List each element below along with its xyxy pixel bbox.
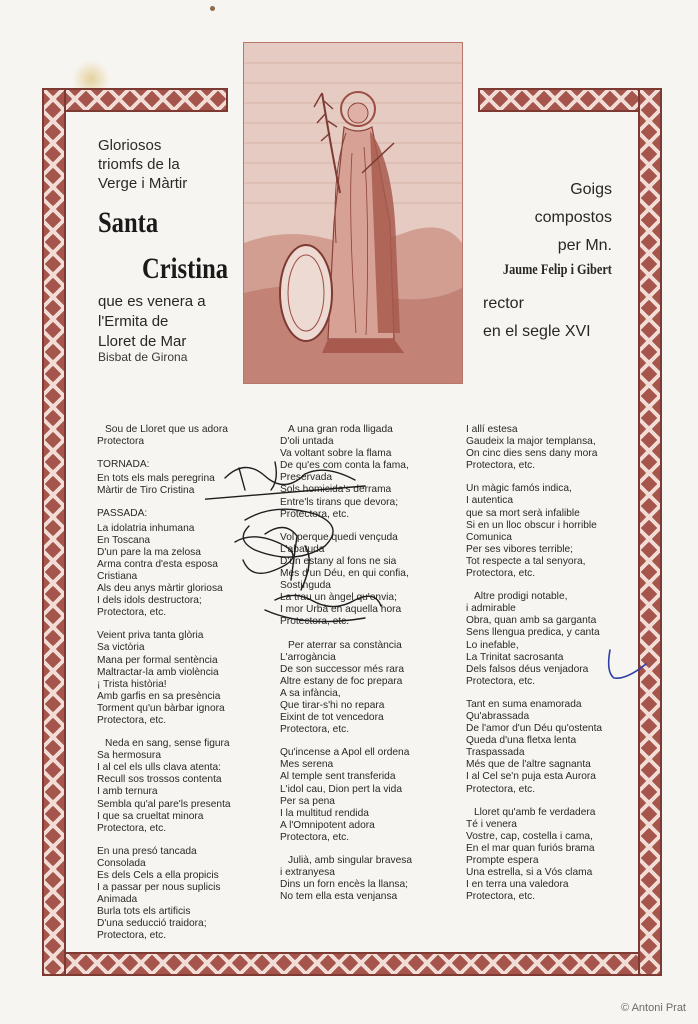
tornada-stanza [97, 459, 273, 497]
verse-line: Al temple sent transferida [280, 771, 396, 783]
verse-line: Protectora [97, 436, 144, 448]
intro-stanza [97, 424, 273, 448]
verse-line: L'abatuda [280, 543, 325, 555]
stanza [466, 483, 634, 580]
verse-line: Veient priva tanta glòria [97, 630, 204, 642]
verse-line: Vol perque quedi vençuda [280, 531, 398, 543]
verse-line: Neda en sang, sense figura [105, 738, 230, 750]
verse-line: Té i venera [466, 818, 517, 830]
verse-line: Protectora, etc. [466, 783, 536, 795]
verse-line: I allí estesa [466, 424, 518, 435]
verse-line: Amb garfis en sa presència [97, 690, 221, 702]
verse-line: Per sa pena [280, 795, 335, 807]
verse-line: La Trinitat sacrosanta [466, 651, 564, 663]
verse-line: I en terra una valedora [466, 879, 569, 891]
verse-line: No tem ella esta venjansa [280, 891, 398, 903]
saint-name-second: Cristina [142, 252, 229, 285]
verse-line: I mor Urbà en aquella hora [280, 604, 402, 616]
verse-line: Cristiana [97, 570, 138, 582]
verse-line: Per aterrar sa constància [288, 639, 402, 651]
verse-line: Sa hermosura [97, 750, 161, 762]
border-top-left [42, 88, 228, 112]
tornada-label: TORNADA: [97, 459, 150, 471]
goigs-line: Goigs [570, 181, 612, 198]
verse-line: Protectora, etc. [280, 616, 350, 628]
border-top-right [478, 88, 662, 112]
verse-line: Vostre, cap, costella i cama, [466, 830, 593, 842]
verse-line: Torment qu'un bàrbar ignora [97, 702, 225, 714]
verse-line: Mes serena [280, 759, 334, 771]
stanza [466, 807, 634, 904]
verse-column-1 [97, 424, 273, 954]
verse-line: Recull sos trossos contenta [97, 774, 222, 786]
verse-line: Prompte espera [466, 855, 539, 866]
stanza [97, 846, 273, 943]
verse-line: Queda d'una fletxa lenta [466, 735, 577, 747]
verse-line: Sembla qu'al pare'ls presenta [97, 798, 231, 810]
venera-line: que es venera a [98, 293, 206, 310]
verse-line: Mes d'un Déu, en qui confia, [280, 568, 409, 580]
border-right [638, 88, 662, 976]
verse-line: ¡ Trista història! [97, 678, 167, 690]
verse-line: Qu'incense a Apol ell ordena [280, 747, 410, 759]
verse-line: i admirable [466, 603, 516, 615]
verse-line: Protectora, etc. [280, 831, 350, 843]
verse-line: A sa infància, [280, 687, 341, 699]
verse-line: D'un pare la ma zelosa [97, 546, 201, 558]
saint-engraving [243, 42, 463, 384]
stanza [97, 738, 273, 835]
verse-line: En el mar quan furiós brama [466, 842, 595, 854]
venera-line: l'Ermita de [98, 313, 169, 330]
verse-line: D'una seducció traidora; [97, 918, 207, 930]
verse-line: A l'Omnipotent adora [280, 819, 375, 831]
saint-illustration [244, 43, 462, 383]
verse-line: Sostinguda [280, 580, 331, 592]
verse-line: Es dels Cels a ella propicis [97, 870, 219, 881]
diocese-label: Bisbat de Girona [98, 350, 188, 364]
verse-line: Eixint de tot vencedora [280, 712, 384, 724]
verse-line: Protectora, etc. [97, 822, 167, 834]
verse-line: En una presó tancada [97, 845, 197, 857]
verse-line: Altre estany de foc prepara [280, 675, 403, 687]
stanza [280, 424, 460, 521]
verse-line: Protectora, etc. [97, 607, 167, 619]
verse-line: De qu'es com conta la fama, [280, 460, 409, 472]
verse-line: I amb ternura [97, 786, 158, 798]
stanza [466, 699, 634, 796]
verse-column-2 [280, 424, 460, 914]
verse-line: Protectora, etc. [97, 714, 167, 726]
border-left [42, 88, 66, 976]
author-name: Jaume Felip i Gibert [503, 262, 612, 278]
title-block [98, 136, 238, 193]
verse-line: Protectora, etc. [280, 724, 350, 736]
verse-line: Un màgic famós indica, [466, 483, 572, 495]
verse-line: D'oli untada [280, 436, 334, 448]
verse-line: i extranyesa [280, 867, 335, 879]
goigs-block [452, 176, 612, 260]
verse-line: Burla tots els artificis [97, 906, 191, 918]
verse-line: Sens llengua predica, y canta [466, 627, 600, 639]
goigs-line: per Mn. [557, 237, 612, 254]
verse-line: Que tirar-s'hi no repara [280, 699, 385, 711]
verse-line: Protectora, etc. [466, 675, 536, 687]
verse-line: Protectora, etc. [466, 891, 536, 903]
stanza [97, 508, 273, 619]
verse-line: Sou de Lloret que us adora [105, 424, 228, 435]
verse-line: Dels falsos déus venjadora [466, 663, 589, 675]
verse-line: Màrtir de Tiro Cristina [97, 485, 195, 497]
verse-line: On cinc dies sens dany mora [466, 448, 598, 460]
verse-line: Animada [97, 894, 138, 906]
verse-line: Protectora, etc. [466, 460, 536, 472]
verse-line: I al Cel se'n puja esta Aurora [466, 771, 596, 783]
stanza [97, 630, 273, 727]
verse-line: Protectora, etc. [280, 508, 350, 520]
verse-line: Per ses vibores terrible; [466, 543, 574, 555]
verse-line: que sa mort serà infalible [466, 507, 580, 519]
verse-column-3 [466, 424, 634, 914]
verse-line: Si en un lloc obscur i horrible [466, 519, 597, 531]
verse-line: I dels idols destructora; [97, 595, 202, 607]
verse-line: D'un estany al fons ne sia [280, 555, 397, 567]
stanza [280, 532, 460, 629]
verse-line: Arma contra d'esta esposa [97, 558, 218, 570]
verse-line: I al cel els ulls clava atenta: [97, 762, 222, 774]
stanza [466, 424, 634, 472]
verse-line: Traspassada [466, 747, 525, 759]
verse-line: Sa victòria [97, 642, 145, 654]
verse-line: Mana per formal sentència [97, 654, 218, 666]
venera-line: Lloret de Mar [98, 333, 187, 350]
verse-line: En Toscana [97, 534, 151, 546]
verse-line: Comunica [466, 531, 512, 543]
verse-line: Obra, quan amb sa garganta [466, 615, 597, 627]
verse-line: Dins un forn encès la llansa; [280, 879, 408, 891]
verse-line: I a passar per nous suplicis [97, 882, 221, 894]
saint-name-first: Santa [98, 206, 159, 239]
verse-line: Gaudeix la major templansa, [466, 436, 596, 448]
verse-line: Altre prodigi notable, [474, 591, 568, 603]
verse-line: A una gran roda lligada [288, 424, 393, 435]
verse-line: I autentica [466, 495, 514, 507]
verse-line: I la multitud rendida [280, 807, 369, 819]
verse-line: En tots els mals peregrina [97, 473, 215, 485]
verse-line: Sols homicida's derrama [280, 484, 392, 496]
verse-line: Maltractar-la amb violència [97, 666, 219, 678]
copyright-notice: © Antoni Prat [621, 1002, 686, 1014]
verse-line: Va voltant sobre la flama [280, 448, 392, 460]
verse-line: Julià, amb singular bravesa [288, 855, 413, 866]
verse-line: L'arrogància [280, 651, 336, 663]
verse-line: Entre'ls tirans que devora; [280, 496, 399, 508]
verse-line: Consolada [97, 857, 146, 869]
verse-line: Protectora, etc. [97, 930, 167, 942]
venera-block [98, 292, 238, 352]
rector-line: rector [483, 295, 524, 312]
verse-line: L'idol cau, Dion pert la vida [280, 783, 403, 795]
verse-line: Tot respecte a tal senyora, [466, 555, 586, 567]
goigs-line: compostos [534, 209, 612, 226]
stanza [280, 855, 460, 903]
title-line: Verge i Màrtir [98, 175, 188, 192]
verse-line: Tant en suma enamorada [466, 698, 582, 710]
paper-speck [210, 6, 215, 11]
verse-line: Als deu anys màrtir gloriosa [97, 583, 223, 595]
verse-line: I que sa crueltat minora [97, 810, 204, 822]
verse-line: De l'amor d'un Déu qu'ostenta [466, 723, 603, 735]
verse-line: Protectora, etc. [466, 568, 536, 580]
verse-line: La idolatria inhumana [97, 522, 195, 534]
border-bottom [42, 952, 662, 976]
title-line: Gloriosos [98, 137, 162, 154]
rector-block [483, 290, 591, 346]
stanza [280, 640, 460, 737]
stanza [466, 591, 634, 688]
verse-line: Una estrella, si a Vós clama [466, 867, 593, 879]
verse-line: Lloret qu'amb fe verdadera [474, 806, 596, 818]
verse-line: De son successor més rara [280, 663, 404, 675]
verse-line: Lo inefable, [466, 639, 519, 651]
verse-line: Qu'abrassada [466, 710, 530, 722]
rector-line: en el segle XVI [483, 323, 591, 340]
title-line: triomfs de la [98, 156, 180, 173]
stanza [280, 747, 460, 844]
verse-line: La trau un àngel qu'envia; [280, 592, 397, 604]
passada-label: PASSADA: [97, 508, 148, 520]
verse-line: Preservada [280, 472, 333, 484]
verse-line: Més que de l'altre sagnanta [466, 759, 591, 771]
